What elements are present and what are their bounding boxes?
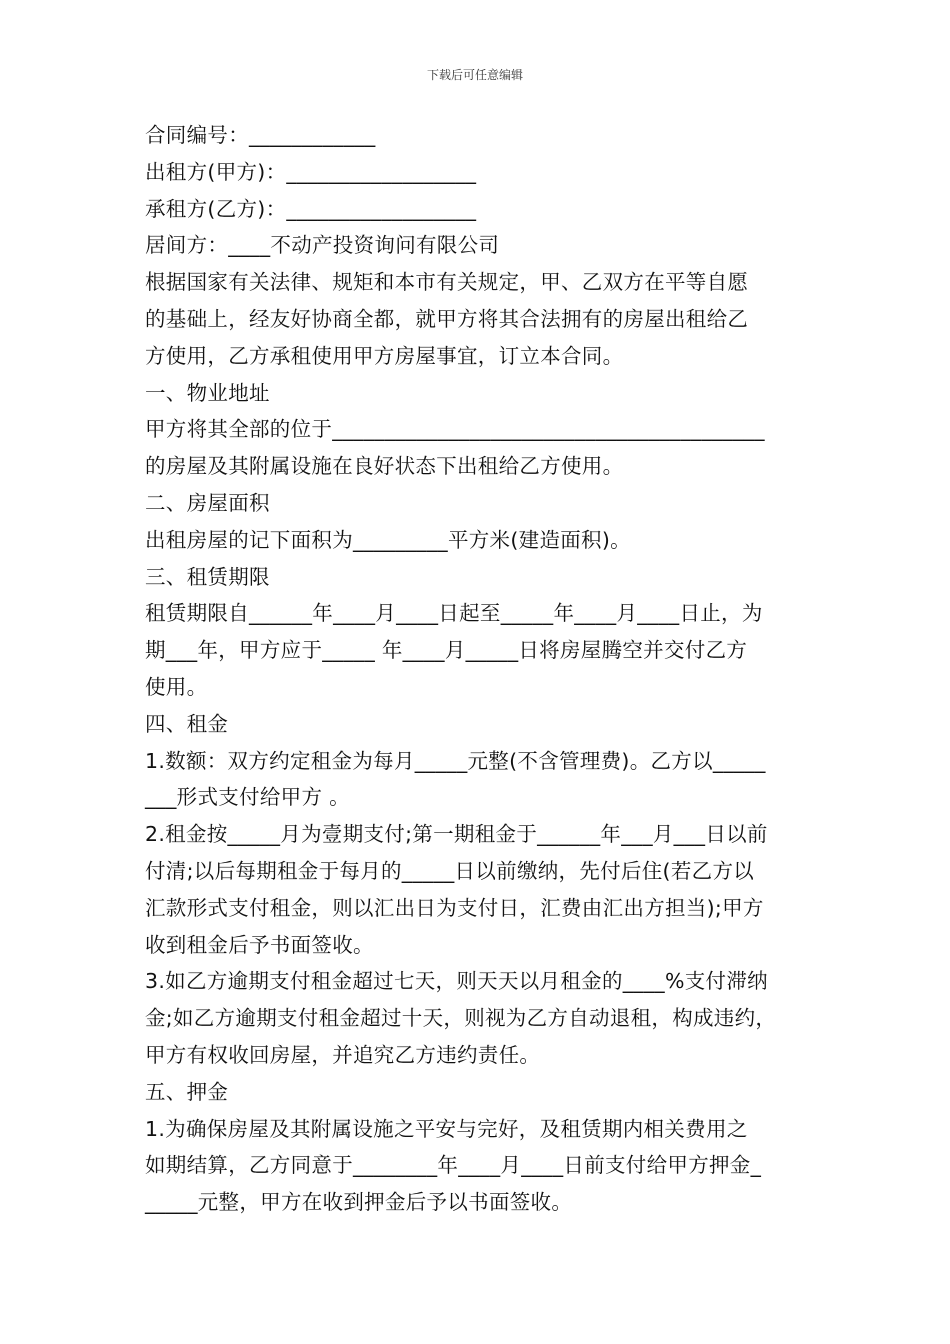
clause-line: 甲方有权收回房屋，并追究乙方违约责任。 [145,1042,541,1067]
clause-line: 2.租金按_____月为壹期支付;第一期租金于______年___月___日以前 [145,822,768,847]
clause-line: 出租房屋的记下面积为_________平方米(建造面积)。 [145,527,631,552]
clause-line: 期___年，甲方应于_____ 年____月_____日将房屋腾空并交付乙方 [145,638,748,663]
preamble-line: 方使用，乙方承租使用甲方房屋事宜，订立本合同。 [145,343,624,368]
clause-line: 使用。 [145,674,208,699]
clause-line: 甲方将其全部的位于_________________________________________ [145,417,765,442]
clause-line: ___形式支付给甲方 。 [145,785,350,810]
clause-line: 1.为确保房屋及其附属设施之平安与完好，及租赁期内相关费用之 [145,1116,748,1141]
clause-line: 的房屋及其附属设施在良好状态下出租给乙方使用。 [145,454,624,479]
section-heading-rent: 四、租金 [145,711,229,736]
section-heading-address: 一、物业地址 [145,380,270,405]
lessor-line: 出租方(甲方)：__________________ [145,159,477,184]
clause-line: _____元整，甲方在收到押金后予以书面签收。 [145,1190,573,1215]
clause-line: 汇款形式支付租金，则以汇出日为支付日，汇费由汇出方担当);甲方 [145,895,764,920]
preamble-line: 的基础上，经友好协商全都，就甲方将其合法拥有的房屋出租给乙 [145,306,749,331]
lessee-line: 承租方(乙方)：__________________ [145,196,477,221]
clause-line: 收到租金后予书面签收。 [145,932,374,957]
contract-body [145,117,815,1221]
clause-line: 付清;以后每期租金于每月的_____日以前缴纳，先付后住(若乙方以 [145,858,755,883]
clause-line: 租赁期限自______年____月____日起至_____年____月____日止，为 [145,601,763,626]
section-heading-area: 二、房屋面积 [145,490,270,515]
clause-line: 1.数额：双方约定租金为每月_____元整(不含管理费)。乙方以_____ [145,748,766,773]
clause-line: 3.如乙方逾期支付租金超过七天，则天天以月租金的____%支付滞纳 [145,969,768,994]
section-heading-deposit: 五、押金 [145,1079,229,1104]
contract-number-line: 合同编号：____________ [145,123,376,147]
section-heading-term: 三、租赁期限 [145,564,270,589]
clause-line: 如期结算，乙方同意于________年____月____日前支付给甲方押金_ [145,1153,762,1178]
preamble-line: 根据国家有关法律、规矩和本市有关规定，甲、乙双方在平等自愿 [145,270,749,295]
intermediary-line: 居间方：____不动产投资询问有限公司 [145,233,500,258]
clause-line: 金;如乙方逾期支付租金超过十天，则视为乙方自动退租，构成违约， [145,1006,777,1031]
page-header-note: 下载后可任意编辑 [426,68,523,82]
